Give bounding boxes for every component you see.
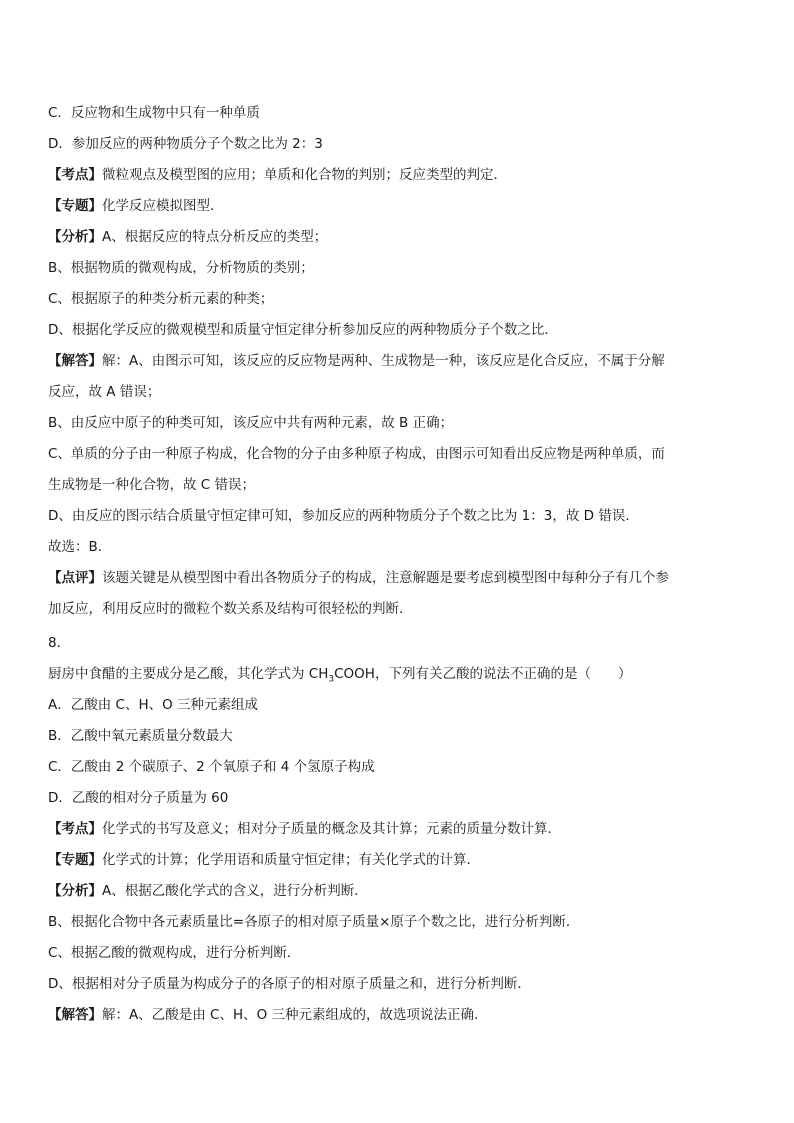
analysis-b-line: B、根据物质的微观构成，分析物质的类别；	[48, 260, 314, 276]
section-tag: 【专题】	[48, 852, 102, 868]
jieda-line-2	[48, 1005, 748, 1025]
option-b: B．乙酸中氧元素质量分数最大	[48, 728, 233, 744]
analysis-d-line-2: D、根据相对分子质量为构成分子的各原子的相对原子质量之和，进行分析判断．	[48, 976, 531, 992]
section-text: 解：A、乙酸是由 C、H、O 三种元素组成的，故选项说法正确．	[102, 1007, 488, 1023]
section-tag: 【考点】	[48, 821, 102, 837]
zhuanti-line-2	[48, 850, 748, 870]
section-text: A、根据反应的特点分析反应的类型；	[102, 229, 328, 245]
section-tag: 【解答】	[48, 1007, 102, 1023]
section-tag: 【专题】	[48, 198, 102, 214]
answer-c-cont-line: 生成物是一种化合物，故 C 错误；	[48, 477, 256, 493]
section-tag: 【分析】	[48, 883, 102, 899]
jieda-line	[48, 351, 748, 371]
kaodian-line-2	[48, 819, 748, 839]
section-text: 微粒观点及模型图的应用；单质和化合物的判别；反应类型的判定．	[102, 167, 507, 183]
answer-c-line: C、单质的分子由一种原子构成，化合物的分子由多种原子构成，由图示可知看出反应物是两种单质，而	[48, 446, 665, 462]
option-d: D．乙酸的相对分子质量为 60	[48, 790, 229, 806]
analysis-b-line-2: B、根据化合物中各元素质量比=各原子的相对原子质量×原子个数之比，进行分析判断．	[48, 914, 580, 930]
zhuanti-line	[48, 196, 748, 216]
option-c-line: C．反应物和生成物中只有一种单质	[48, 105, 260, 121]
formula-subscript: 3	[328, 674, 335, 685]
dianping-cont-line: 加反应，利用反应时的微粒个数关系及结构可很轻松的判断．	[48, 601, 413, 617]
fenxi-line-2	[48, 881, 748, 901]
section-text: 化学式的计算；化学用语和质量守恒定律；有关化学式的计算．	[102, 852, 480, 868]
section-text: A、根据乙酸化学式的含义，进行分析判断．	[102, 883, 368, 899]
option-a: A．乙酸由 C、H、O 三种元素组成	[48, 697, 259, 713]
section-tag: 【点评】	[48, 570, 102, 586]
analysis-d-line: D、根据化学反应的微观模型和质量守恒定律分析参加反应的两种物质分子个数之比．	[48, 322, 558, 338]
answer-cont-line: 反应，故 A 错误；	[48, 384, 161, 400]
question-number: 8．	[48, 635, 71, 651]
option-c: C．乙酸由 2 个碳原子、2 个氧原子和 4 个氢原子构成	[48, 759, 375, 775]
stem-part: COOH，下列有关乙酸的说法不正确的是（ ）	[334, 666, 632, 682]
option-d-line: D．参加反应的两种物质分子个数之比为 2：3	[48, 136, 323, 152]
analysis-c-line-2: C、根据乙酸的微观构成，进行分析判断．	[48, 945, 301, 961]
choice-line: 故选：B．	[48, 539, 112, 555]
section-tag: 【分析】	[48, 229, 102, 245]
section-tag: 【解答】	[48, 353, 102, 369]
section-text: 化学式的书写及意义；相对分子质量的概念及其计算；元素的质量分数计算．	[102, 821, 561, 837]
answer-d-line: D、由反应的图示结合质量守恒定律可知，参加反应的两种物质分子个数之比为 1：3，故 D 错误．	[48, 508, 639, 524]
dianping-line	[48, 568, 748, 588]
kaodian-line	[48, 165, 748, 185]
section-text: 化学反应模拟图型．	[102, 198, 224, 214]
analysis-c-line: C、根据原子的种类分析元素的种类；	[48, 291, 274, 307]
question-stem	[48, 664, 748, 690]
fenxi-line	[48, 227, 748, 247]
answer-b-line: B、由反应中原子的种类可知，该反应中共有两种元素，故 B 正确；	[48, 415, 454, 431]
stem-part: 厨房中食醋的主要成分是乙酸，其化学式为 CH	[48, 666, 329, 682]
section-tag: 【考点】	[48, 167, 102, 183]
section-text: 解：A、由图示可知，该反应的反应物是两种、生成物是一种，该反应是化合反应，不属于分解	[102, 353, 665, 369]
section-text: 该题关键是从模型图中看出各物质分子的构成，注意解题是要考虑到模型图中每种分子有几个参	[102, 570, 669, 586]
